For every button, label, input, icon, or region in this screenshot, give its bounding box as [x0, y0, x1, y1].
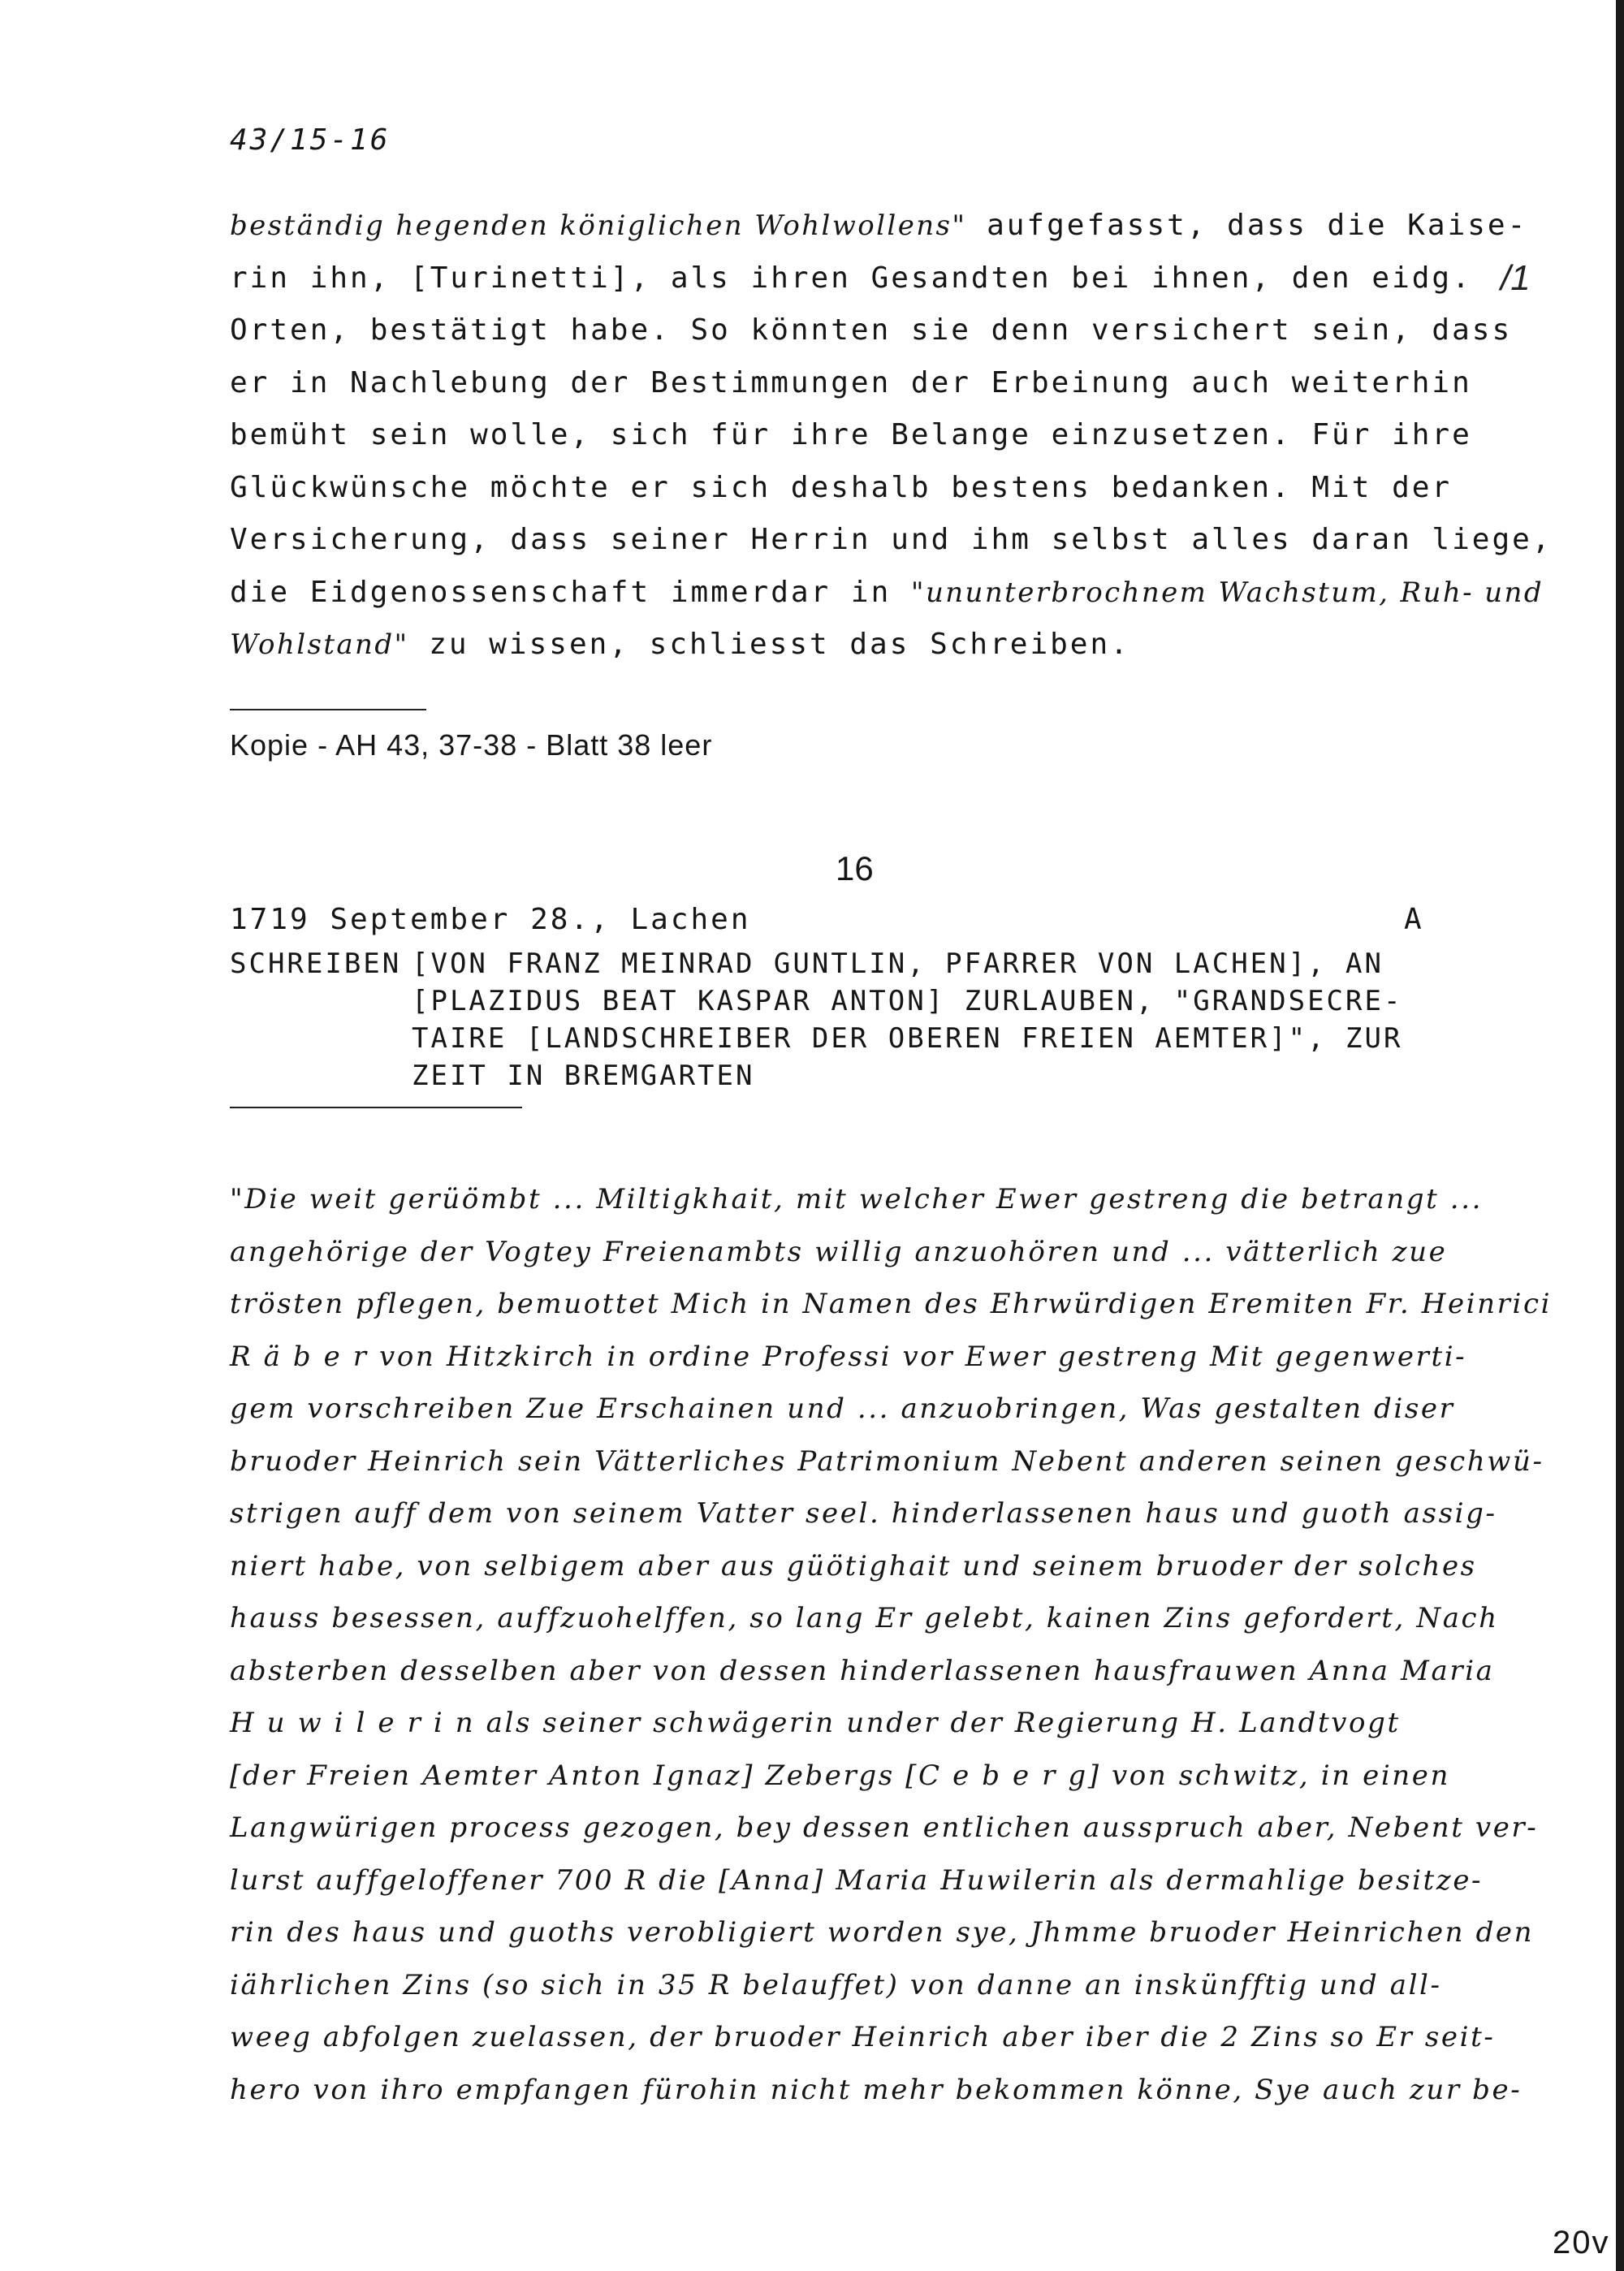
quote-line: angehörige der Vogtey Freienambts willig anzuohören und ... vätterlich zue	[230, 1235, 1448, 1268]
quote-line: lurst auffgeloffener 700 R die [Anna] Maria Huwilerin als dermahlige besitze-	[230, 1863, 1484, 1897]
quote-line: Langwürigen process gezogen, bey dessen entlichen ausspruch aber, Nebent ver-	[230, 1811, 1539, 1844]
quote-line: niert habe, von selbigem aber aus güötighait und seinem bruoder der solches	[230, 1549, 1477, 1582]
document-heading	[412, 945, 1402, 1094]
heading-label-text: SCHREIBEN	[230, 948, 402, 980]
italic-segment: "ununterbrochnem Wachstum, Ruh- und	[910, 576, 1544, 609]
continuation-paragraph	[230, 200, 1552, 671]
quote-line: absterben desselben aber von dessen hinderlassenen hausfrauwen Anna Maria	[230, 1654, 1495, 1687]
text-segment: Glückwünsche möchte er sich deshalb bestens bedanken. Mit der	[230, 470, 1453, 504]
date-line: 1719 September 28., Lachen	[230, 903, 751, 936]
folio-mark: 20v	[1553, 2225, 1610, 2260]
text-segment: Versicherung, dass seiner Herrin und ihm selbst alles daran liege,	[230, 523, 1553, 556]
paragraph-line	[230, 253, 1552, 305]
heading-label	[230, 945, 401, 982]
quote-line: R ä b e r von Hitzkirch in ordine Professi vor Ewer gestreng Mit gegenwerti-	[230, 1340, 1467, 1373]
text-segment: rin ihn, [Turinetti], als ihren Gesandten bei ihnen, den eidg.	[230, 261, 1472, 295]
paragraph-line	[230, 409, 1552, 462]
paragraph-line	[230, 462, 1552, 515]
quoted-letter	[230, 1173, 1552, 2116]
quote-line: bruoder Heinrich sein Vätterliches Patrimonium Nebent anderen seinen geschwü-	[230, 1444, 1544, 1478]
italic-segment: Wohlstand"	[230, 628, 409, 661]
paragraph-line	[230, 619, 1552, 671]
archive-code: A	[1404, 903, 1424, 936]
footnote-rule	[230, 709, 426, 710]
paragraph-line	[230, 357, 1552, 410]
paragraph-line	[230, 567, 1552, 620]
heading-line: TAIRE [LANDSCHREIBER DER OBEREN FREIEN AEMTER]", ZUR	[412, 1022, 1403, 1055]
paragraph-line	[230, 200, 1552, 253]
paragraph-line	[230, 514, 1552, 567]
quote-line: gem vorschreiben Zue Erschainen und ... anzuobringen, Was gestalten diser	[230, 1392, 1455, 1425]
page-reference: 43/15-16	[230, 123, 391, 157]
quote-line: [der Freien Aemter Anton Ignaz] Zebergs [C e b e r g] von schwitz, in einen	[230, 1759, 1451, 1792]
italic-segment: beständig hegenden königlichen Wohlwollens"	[230, 209, 967, 242]
text-segment: Orten, bestätigt habe. So könnten sie denn versichert sein, dass	[230, 313, 1513, 347]
quote-line: rin des haus und guoths verobligiert worden sye, Jhmme bruoder Heinrichen den	[230, 1916, 1535, 1949]
heading-line: ZEIT IN BREMGARTEN	[412, 1060, 755, 1092]
paragraph-line	[230, 304, 1552, 357]
quote-line: H u w i l e r i n als seiner schwägerin under der Regierung H. Landtvogt	[230, 1707, 1401, 1739]
text-segment: zu wissen, schliesst das Schreiben.	[408, 628, 1130, 661]
text-segment: die Eidgenossenschaft immerdar in	[230, 575, 911, 609]
text-segment: aufgefasst, dass die Kaise-	[966, 209, 1528, 242]
page-edge	[1616, 0, 1624, 2271]
section-rule	[230, 1107, 522, 1108]
source-note: Kopie - AH 43, 37-38 - Blatt 38 leer	[230, 728, 713, 762]
quote-line: hauss besessen, auffzuohelffen, so lang Er gelebt, kainen Zins gefordert, Nach	[230, 1602, 1499, 1634]
text-segment: er in Nachlebung der Bestimmungen der Erbeinung auch weiterhin	[230, 365, 1472, 399]
quote-line: weeg abfolgen zuelassen, der bruoder Heinrich aber iber die 2 Zins so Er seit-	[230, 2021, 1496, 2053]
quote-line: strigen auff dem von seinem Vatter seel. hinderlassenen haus und guoth assig-	[230, 1497, 1497, 1530]
quote-line: hero von ihro empfangen fürohin nicht mehr bekommen könne, Sye auch zur be-	[230, 2073, 1522, 2106]
quote-line: trösten pflegen, bemuottet Mich in Namen des Ehrwürdigen Eremiten Fr. Heinrici	[230, 1288, 1553, 1320]
quote-line: "Die weit gerüömbt ... Miltigkhait, mit welcher Ewer gestreng die betrangt ...	[230, 1183, 1484, 1215]
margin-mark: /1	[1501, 258, 1531, 298]
quote-line: iährlichen Zins (so sich in 35 R belauffet) von danne an inskünfftig und all-	[230, 1968, 1442, 2001]
text-segment: bemüht sein wolle, sich für ihre Belange einzusetzen. Für ihre	[230, 418, 1472, 451]
heading-line: [VON FRANZ MEINRAD GUNTLIN, PFARRER VON LACHEN], AN	[412, 948, 1384, 980]
document-number: 16	[836, 849, 874, 887]
heading-line: [PLAZIDUS BEAT KASPAR ANTON] ZURLAUBEN, "GRANDSECRE-	[412, 985, 1403, 1017]
